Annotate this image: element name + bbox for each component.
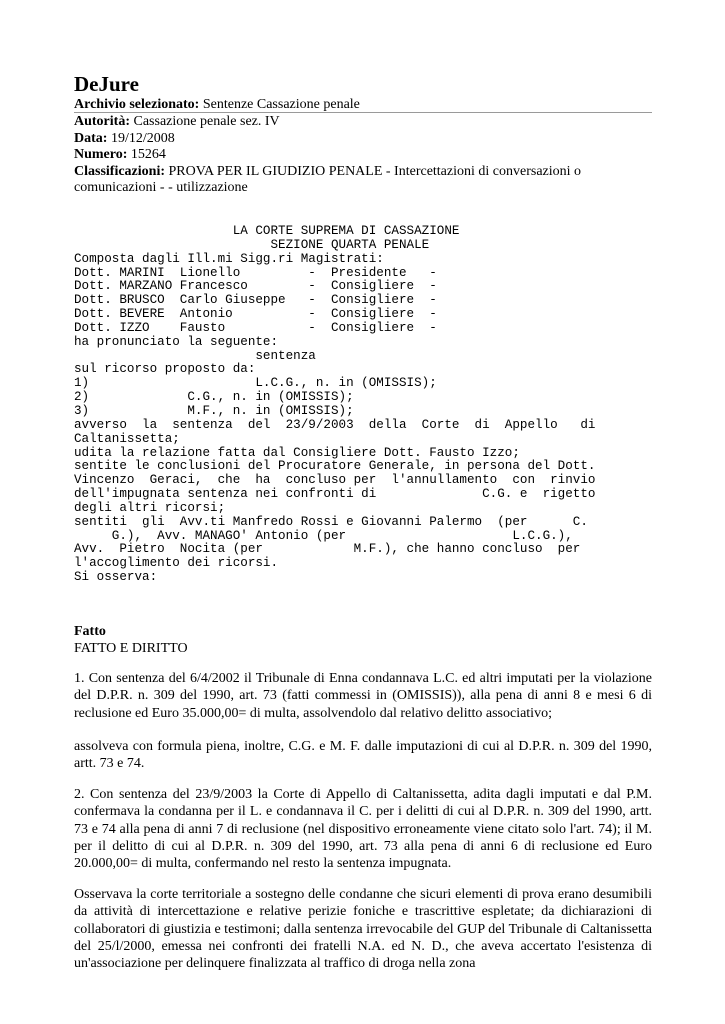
data-label: Data:: [74, 130, 108, 146]
autorita-value: Cassazione penale sez. IV: [130, 114, 280, 129]
autorita-line: [74, 114, 654, 131]
classificazioni-value: PROVA PER IL GIUDIZIO PENALE - Intercettazioni di conversazioni o comunicazioni - - utilizzazione: [74, 163, 582, 195]
archive-line: [74, 97, 360, 113]
numero-value: 15264: [127, 147, 166, 162]
paragraph: 2. Con sentenza del 23/9/2003 la Corte di Appello di Caltanissetta, adita dagli imputati e dal P.M. confermava la condanna per il L. e condannava il C. per i delitti di cui al D.P.R. n. 309 del 1990, artt. 73 e 74 alla pena di anni 7 di reclusione (nel dispositivo erroneamente viene citato solo l'art. 74); il M. per il delitto di cui al D.P.R. n. 309 del 1990, art. 73 alla pena di anni 6 di reclusione ed Euro 20.000,00= di multa, confermando nel resto la sentenza impugnata.: [74, 787, 652, 872]
archive-label: Archivio selezionato:: [74, 97, 200, 112]
archive-value: Sentenze Cassazione penale: [199, 97, 360, 112]
decision-header-text: LA CORTE SUPREMA DI CASSAZIONE SEZIONE QUARTA PENALE Composta dagli Ill.mi Sigg.ri Magistrati: Dott. MARINI Lionello - Presidente - Dott. MARZANO Francesco - Consigliere - Dott. BRUSCO Carlo Giuseppe - Consigliere - Dott. BEVERE Antonio - Consigliere - Dott. IZZO Fausto - Consigliere - ha pronunciato la seguente: sentenza sul ricorso proposto da: 1) L.C.G., n. in (OMISSIS); 2) C.G., n. in (OMISSIS); 3) M.F., n. in (OMISSIS); avverso la sentenza del 23/9/2003 della Corte di Appello di Caltanissetta; udita la relazione fatta dal Consigliere Dott. Fausto Izzo; sentite le conclusioni del Procuratore Generale, in persona del Dott. Vincenzo Geraci, che ha concluso per l'annullamento con rinvio dell'impugnata sentenza nei confronti di C.G. e rigetto degli altri ricorsi; sentiti gli Avv.ti Manfredo Rossi e Giovanni Palermo (per C. G.), Avv. MANAGO' Antonio (per L.C.G.), Avv. Pietro Nocita (per M.F.), che hanno concluso per l'accoglimento dei ricorsi. Si osserva:: [74, 224, 596, 585]
numero-label: Numero:: [74, 147, 128, 162]
paragraph: Osservava la corte territoriale a sostegno delle condanne che sicuri elementi di prova erano desumibili da attività di intercettazione e relative perizie foniche e trascrittive espletate; da dichiarazioni di collaboratori di giustizia e testimoni; dalla sentenza irrevocabile del GUP del Tribunale di Caltanissetta del 25/l/2000, emessa nei confronti dei fratelli N.A. ed N. D., che aveva accertato l'esistenza di un'associazione per delinquere finalizzata al traffico di droga nella zona: [74, 887, 652, 972]
brand-title: DeJure: [74, 72, 139, 96]
classificazioni-label: Classificazioni:: [74, 163, 165, 179]
data-value: 19/12/2008: [107, 130, 175, 146]
paragraph: assolveva con formula piena, inoltre, C.G. e M. F. dalle imputazioni di cui al D.P.R. n. 309 del 1990, artt. 73 e 74.: [74, 739, 652, 772]
data-line: [74, 131, 654, 148]
autorita-label: Autorità:: [74, 114, 130, 129]
section-heading: Fatto: [74, 624, 106, 639]
section-subheading: FATTO E DIRITTO: [74, 641, 188, 656]
header-divider: [74, 112, 652, 113]
numero-line: [74, 147, 654, 164]
classificazioni-line: [74, 164, 654, 197]
paragraph: 1. Con sentenza del 6/4/2002 il Tribunale di Enna condannava L.C. ed altri imputati per la violazione del D.P.R. n. 309 del 1990, art. 73 (fatti commessi in (OMISSIS)), alla pena di anni 8 e mesi 6 di reclusione ed Euro 35.000,00= di multa, assolvendolo dal relativo delitto associativo;: [74, 671, 652, 721]
metadata-block: [74, 114, 654, 197]
